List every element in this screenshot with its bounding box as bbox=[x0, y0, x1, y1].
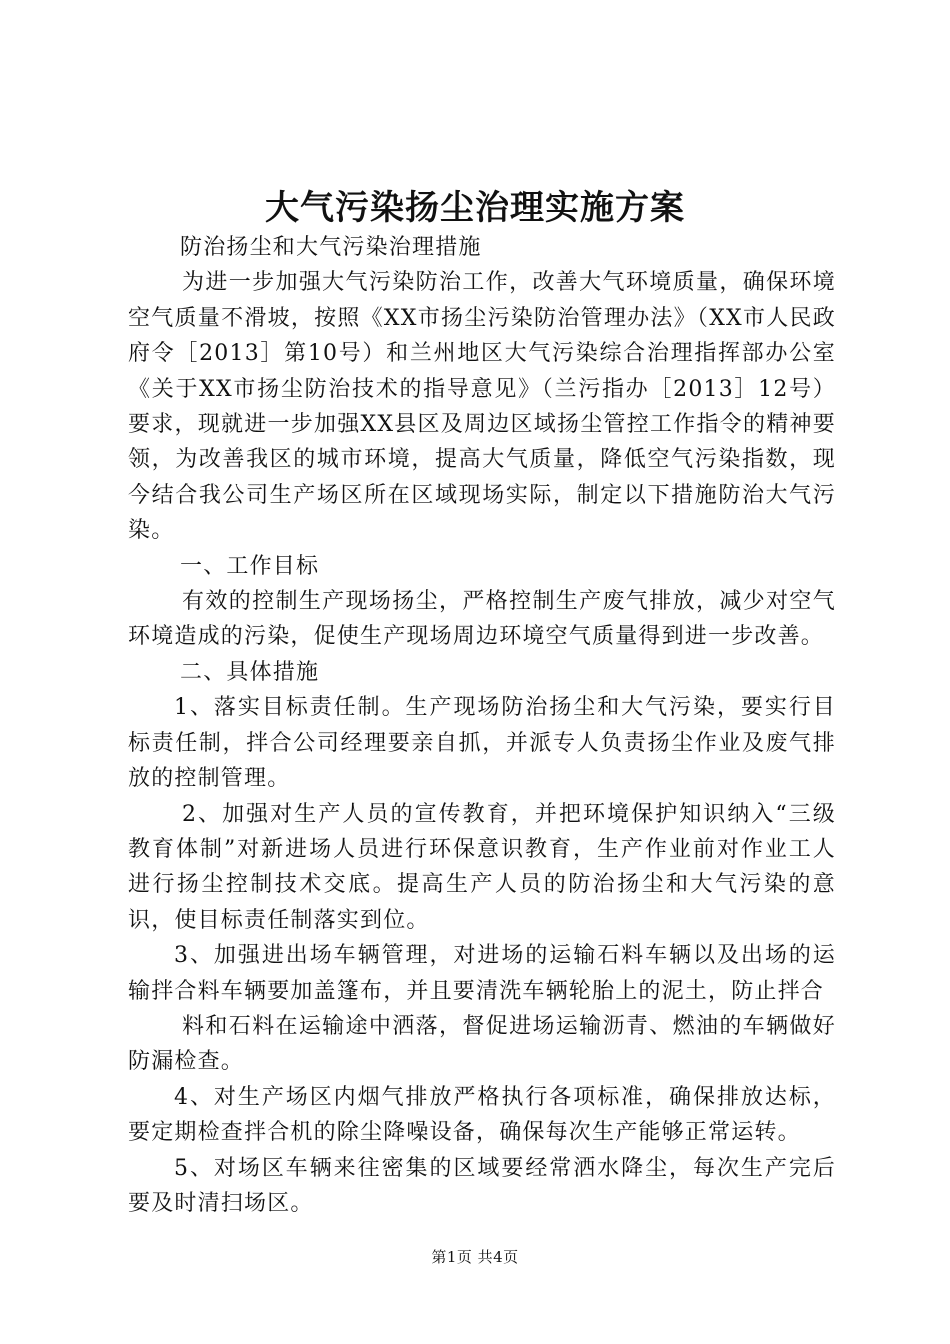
document-body bbox=[128, 230, 836, 1221]
paragraph-intro: 为进一步加强大气污染防治工作，改善大气环境质量，确保环境空气质量不滑坡，按照《XX市扬尘污染防治管理办法》（XX市人民政府令［2013］第10号）和兰州地区大气污染综合治理指挥部办公室《关于XX市扬尘防治技术的指导意见》（兰污指办［2013］12号）要求，现就进一步加强XX县区及周边区域扬尘管控工作指令的精神要领，为改善我区的城市环境，提高大气质量，降低空气污染指数，现今结合我公司生产场区所在区域现场实际，制定以下措施防治大气污染。 bbox=[128, 270, 836, 544]
document-title: 大气污染扬尘治理实施方案 bbox=[265, 188, 685, 228]
page-footer: 第1页 共4页 bbox=[431, 1248, 519, 1266]
section-heading-goals: 一、工作目标 bbox=[180, 553, 320, 579]
measure-item-1: 1、落实目标责任制。生产现场防治扬尘和大气污染，要实行目标责任制，拌合公司经理要亲自抓，并派专人负责扬尘作业及废气排放的控制管理。 bbox=[128, 695, 836, 792]
measure-item-3-continued: 料和石料在运输途中洒落，督促进场运输沥青、燃油的车辆做好防漏检查。 bbox=[128, 1013, 836, 1075]
paragraph-goals: 有效的控制生产现场扬尘，严格控制生产废气排放，减少对空气环境造成的污染，促使生产现场周边环境空气质量得到进一步改善。 bbox=[128, 589, 836, 650]
paragraph-subtitle: 防治扬尘和大气污染治理措施 bbox=[180, 235, 482, 260]
measure-item-3: 3、加强进出场车辆管理，对进场的运输石料车辆以及出场的运输拌合料车辆要加盖篷布，并且要清洗车辆轮胎上的泥土，防止拌合 bbox=[128, 943, 836, 1004]
section-heading-measures: 二、具体措施 bbox=[180, 659, 320, 685]
measure-item-4: 4、对生产场区内烟气排放严格执行各项标准，确保排放达标，要定期检查拌合机的除尘降噪设备，确保每次生产能够正常运转。 bbox=[128, 1084, 836, 1146]
measure-item-2: 2、加强对生产人员的宣传教育，并把环境保护知识纳入“三级教育体制”对新进场人员进行环保意识教育，生产作业前对作业工人进行扬尘控制技术交底。提高生产人员的防治扬尘和大气污染的意识，使目标责任制落实到位。 bbox=[128, 801, 836, 933]
measure-item-5: 5、对场区车辆来往密集的区域要经常洒水降尘，每次生产完后要及时清扫场区。 bbox=[128, 1155, 836, 1216]
